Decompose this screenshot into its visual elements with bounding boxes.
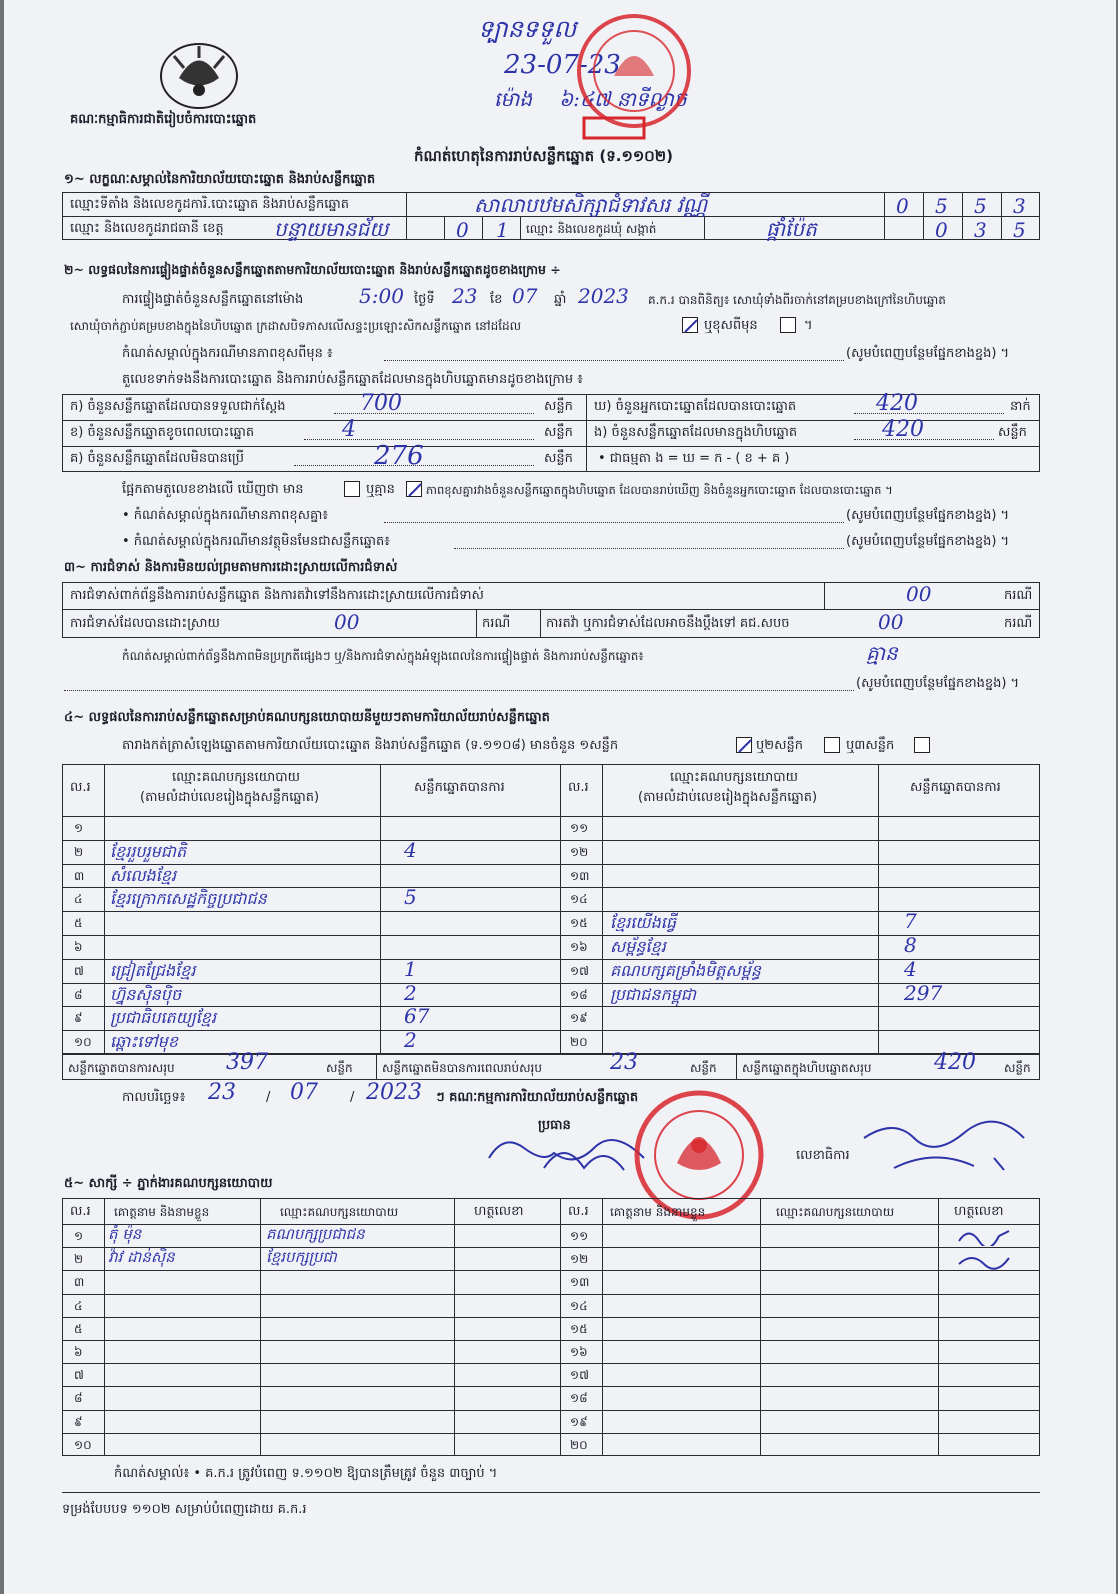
resolved-label: ការជំទាស់ដែលបានដោះស្រាយ — [70, 616, 220, 631]
voters-value: 420 — [876, 391, 918, 416]
received-text: ទ្បានទទួល — [478, 15, 577, 43]
votes-count-left: 2 — [404, 1028, 417, 1053]
section3-title: ៣~ ការជំទាស់ និងការមិនយល់ព្រមតាមការដោះស្រាយលើការជំទាស់ — [64, 560, 398, 575]
unit-ballot-1: សន្លឹក — [544, 399, 573, 414]
votes-party-left: ខ្មែររួបរួមជាតិ — [110, 841, 187, 861]
unit-ballot-2: សន្លឹក — [544, 425, 573, 440]
votes-row-line — [62, 816, 1040, 817]
votes-row-no-left: ១០ — [74, 1035, 92, 1050]
footnote: កំណត់សម្គាល់៖ • គ.ក.រ ត្រូវបំពេញ ទ.១១០២ ឱ្យបានត្រឹមត្រូវ ចំនួន ៣ច្បាប់ ។ — [114, 1466, 498, 1481]
votes-row-line — [62, 935, 1040, 936]
unit-ballot-4: សន្លឹក — [998, 425, 1027, 440]
witness-row-no-right: ១៩ — [570, 1414, 588, 1429]
formula-text: • ជាធម្មតា ង = ឃ = ក - ( ខ + គ ) — [598, 451, 790, 466]
votes-party-left: សំលេងខ្មែរ — [110, 865, 177, 885]
month-label: ខែ — [490, 292, 503, 307]
witness-col-name-left: គោត្តនាម និងនាមខ្លួន — [114, 1205, 210, 1219]
witness-row-line — [62, 1247, 1040, 1248]
votes-row-no-left: ៦ — [74, 940, 83, 954]
witness-row-no-right: ១៨ — [570, 1391, 588, 1406]
form-page — [4, 0, 1116, 1594]
votes-party-right: គណបក្សគម្រាំងមិត្តសម្ព័ន្ធ — [610, 960, 761, 980]
station-code-1: 0 — [896, 194, 909, 218]
witness-table — [62, 1198, 1040, 1456]
unused-ballots-value: 276 — [374, 441, 424, 471]
votes-party-right: ប្រជាជនកម្ពុជា — [610, 984, 697, 1004]
province-name: បន្ទាយមានជ័យ — [274, 217, 389, 241]
irregularity-value: គ្មាន — [866, 641, 898, 665]
received-hour-label: ម៉ោង — [494, 87, 533, 111]
totals-box — [62, 1054, 1040, 1080]
box-ballots-value: 420 — [882, 417, 924, 442]
witness-signature-1-icon — [954, 1226, 1014, 1246]
witness-row-no-right: ១៣ — [570, 1275, 590, 1290]
figures-intro: តួលេខទាក់ទងនឹងការបោះឆ្នោត និងការរាប់សន្លឹកឆ្នោតដែលមានក្នុងហិបឆ្នោតមានដូចខាងក្រោម ៖ — [122, 372, 583, 387]
votes-row-line — [62, 864, 1040, 865]
appeal-value: 00 — [878, 610, 904, 634]
witness-col-no-right: ល.រ — [568, 1204, 589, 1219]
commune-code-1: 0 — [935, 218, 948, 242]
commune-label: ឈ្មោះ និងលេខកូដឃុំ សង្កាត់ — [526, 222, 657, 236]
votes-count-right: 8 — [904, 933, 917, 957]
secretary-signature-icon — [854, 1118, 1034, 1174]
witness-row-no-left: ១ — [74, 1229, 84, 1243]
unused-ballots-label: គ) ចំនួនសន្លឹកឆ្នោតដែលមិនបានប្រើ — [70, 451, 244, 466]
votes-party-left: ឆ្ពោះទៅមុខ — [110, 1032, 178, 1052]
secretary-label: លេខាធិការ — [796, 1148, 850, 1163]
votes-party-right: សម្ព័ន្ធខ្មែរ — [610, 937, 666, 956]
votes-count-left: 67 — [404, 1004, 430, 1029]
different-checkbox[interactable] — [780, 317, 796, 333]
diff-note-bullet: • កំណត់សម្គាល់ក្នុងករណីមានភាពខុសគ្នា៖ — [122, 508, 329, 523]
witness-name: តុំ ម៉ុន — [108, 1225, 142, 1243]
date-sep-2: / — [350, 1090, 355, 1105]
witness-col-no-left: ល.រ — [70, 1204, 91, 1219]
total-invalid-value: 23 — [610, 1050, 638, 1075]
form-code: ទម្រង់បែបបទ ១១០២ សម្រាប់បំពេញដោយ គ.ក.រ — [62, 1502, 307, 1517]
irregularity-label: កំណត់សម្គាល់ពាក់ព័ន្ធនឹងភាពមិនប្រក្រតីផ្សេងៗ ឬ/និងការជំទាស់ក្នុងអំឡុងពេលនៃការផ្ទៀងផ្ទាត់ និងការរាប់សន្លឹកឆ្នោត៖ — [122, 649, 644, 663]
witness-col-party-left: ឈ្មោះគណបក្សនយោបាយ — [280, 1205, 399, 1219]
received-ballots-value: 700 — [360, 391, 402, 416]
votes-col-party-sub-right: (តាមលំដាប់លេខរៀងក្នុងសន្លឹកឆ្នោត) — [638, 790, 818, 805]
fill-note-4: (សូមបំពេញបន្ថែមផ្នែកខាងខ្នង) ។ — [856, 676, 1020, 691]
committee-label: ៗ គណៈកម្មការការិយាល័យរាប់សន្លឹកឆ្នោត — [436, 1090, 639, 1105]
verify-time: 5:00 — [359, 284, 404, 308]
commune-code-2: 3 — [974, 218, 987, 242]
votes-row-no-right: ១៧ — [570, 963, 589, 978]
witness-row-no-right: ១៧ — [570, 1368, 589, 1383]
votes-col-votes-right: សន្លឹកឆ្នោតបានការ — [910, 780, 1001, 795]
day-label: ថ្ងៃទី — [414, 292, 435, 307]
station-name: សាលាបឋមសិក្សាជំទាវសរ វណ្ណី — [474, 193, 708, 217]
votes-row-line — [62, 911, 1040, 912]
unit-ballot-3: សន្លឹក — [544, 451, 573, 466]
votes-row-line — [62, 959, 1040, 960]
votes-col-votes-left: សន្លឹកឆ្នោតបានការ — [414, 780, 505, 795]
votes-party-left: ខ្មែរក្រោកសេដ្ឋកិច្ចប្រជាជន — [110, 889, 267, 909]
spoiled-ballots-value: 4 — [342, 417, 356, 442]
witness-row-no-right: ១១ — [570, 1229, 589, 1243]
votes-row-no-right: ១៥ — [570, 916, 588, 931]
witness-row-no-left: ៩ — [74, 1414, 83, 1429]
votes-col-party-sub-left: (តាមលំដាប់លេខរៀងក្នុងសន្លឹកឆ្នោត) — [140, 790, 320, 805]
witness-row-line — [62, 1386, 1040, 1387]
complaints-value: 00 — [906, 582, 932, 606]
fill-note-1: (សូមបំពេញបន្ថែមផ្នែកខាងខ្នង) ។ — [846, 346, 1010, 361]
total-invalid-label: សន្លឹកឆ្នោតមិនបានការពេលរាប់សរុប — [382, 1061, 542, 1075]
total-box-label: សន្លឹកឆ្នោតក្នុងហិបឆ្នោតសរុប — [742, 1061, 872, 1075]
witness-row-line — [62, 1410, 1040, 1411]
votes-row-line — [62, 983, 1040, 984]
votes-row-no-right: ១១ — [570, 821, 589, 835]
two-sheets-label: ឬ២សន្លឹក — [756, 738, 803, 753]
votes-row-line — [62, 840, 1040, 841]
witness-row-line — [62, 1317, 1040, 1318]
case-unit-3: ករណី — [1004, 616, 1033, 631]
witness-row-no-right: ១៥ — [570, 1321, 588, 1336]
three-sheets-label: ឬ៣សន្លឹក — [846, 738, 895, 753]
witness-col-sign-left: ហត្ថលេខា — [474, 1204, 524, 1219]
verify-year: 2023 — [578, 284, 629, 308]
witness-row-line — [62, 1340, 1040, 1341]
votes-row-no-right: ១៣ — [570, 868, 590, 883]
witness-row-line — [62, 1363, 1040, 1364]
witness-row-no-left: ៦ — [74, 1345, 83, 1359]
total-valid-label: សន្លឹកឆ្នោតបានការសរុប — [68, 1061, 175, 1075]
votes-count-right: 297 — [904, 980, 943, 1005]
witness-row-line — [62, 1224, 1040, 1225]
votes-row-no-left: ៤ — [74, 892, 83, 907]
votes-count-left: 5 — [404, 885, 417, 910]
case-unit-2: ករណី — [482, 616, 511, 631]
witness-col-party-right: ឈ្មោះគណបក្សនយោបាយ — [776, 1205, 895, 1219]
votes-party-right: ខ្មែរយើងធ្វើ — [610, 913, 677, 933]
year-label: ឆ្នាំ — [554, 292, 567, 307]
province-code-2: 1 — [496, 218, 509, 242]
total-valid-value: 397 — [226, 1050, 268, 1075]
received-date: 23-07-23 — [504, 50, 621, 80]
witness-row-no-right: ១២ — [570, 1252, 589, 1267]
fill-note-3: (សូមបំពេញបន្ថែមផ្នែកខាងខ្នង) ។ — [846, 534, 1010, 549]
sign-date-year: 2023 — [366, 1080, 422, 1105]
province-label: ឈ្មោះ និងលេខកូដរាជធានី ខេត្ត — [70, 221, 224, 236]
box-ballots-label: ង) ចំនួនសន្លឹកឆ្នោតដែលមានក្នុងហិបឆ្នោត — [594, 425, 798, 440]
date-label: កាលបរិច្ឆេទ៖ — [122, 1090, 186, 1105]
verify-month: 07 — [512, 284, 538, 308]
total-box-value: 420 — [934, 1050, 976, 1075]
unit-ballot-5: សន្លឹក — [326, 1061, 353, 1075]
period: ។ — [804, 318, 813, 333]
witness-row-no-left: ៤ — [74, 1298, 83, 1313]
witness-row-line — [62, 1433, 1040, 1434]
votes-row-no-left: ២ — [74, 844, 84, 859]
discrepancy-no-checkbox[interactable] — [406, 481, 422, 497]
votes-row-no-right: ១៩ — [570, 1011, 588, 1026]
received-ballots-label: ក) ចំនួនសន្លឹកឆ្នោតដែលបានទទួលជាក់ស្តែង — [70, 399, 286, 414]
two-sheets-checkbox[interactable] — [824, 737, 840, 753]
three-sheets-checkbox[interactable] — [914, 737, 930, 753]
org-name: គណៈកម្មាធិការជាតិរៀបចំការបោះឆ្នោត — [70, 112, 257, 127]
votes-row-no-right: ១៤ — [570, 892, 588, 907]
discrepancy-label: ផ្អែកតាមតួលេខខាងលើ ឃើញថា មាន — [122, 482, 304, 497]
appeal-label: ការតវ៉ា ឬការជំទាស់ដែលអាចនឹងប្តឹងទៅ គជ.សបច — [546, 616, 790, 631]
received-stamp-icon — [564, 6, 704, 146]
votes-row-no-right: ១៨ — [570, 987, 588, 1002]
votes-col-no-right: ល.រ — [568, 780, 589, 795]
witness-col-sign-right: ហត្ថលេខា — [954, 1204, 1004, 1219]
received-time: ៦:៤៧ នាទីល្ងាច — [559, 87, 687, 111]
verify-time-label: ការផ្ទៀងផ្ទាត់ចំនួនសន្លឹកឆ្នោតនៅម៉ោង — [122, 292, 304, 307]
verify-text-1: គ.ក.រ បានពិនិត្យ៖ សោឃុំទាំងពីរចាក់នៅគម្របខាងក្រៅនៃហិបឆ្នោត — [648, 293, 946, 307]
witness-row-no-left: ៨ — [74, 1391, 83, 1406]
votes-party-left: ជ្រៀតជ្រែងខ្មែរ — [110, 960, 196, 980]
one-sheet-checkbox[interactable] — [736, 737, 752, 753]
votes-row-no-left: ១ — [74, 821, 84, 835]
different-label: ឬខុសពីមុន — [704, 318, 758, 333]
witness-row-no-right: ២០ — [570, 1437, 588, 1452]
votes-row-no-right: ១៦ — [570, 940, 588, 954]
sheets-intro: តារាងកត់ត្រាសំឡេងឆ្នោតតាមការិយាល័យបោះឆ្នោត និងរាប់សន្លឹកឆ្នោត (ទ.១១០៨) មានចំនួន ១សន្លឹក — [122, 738, 619, 753]
witness-row-no-left: ៧ — [74, 1368, 84, 1383]
station-code-2: 5 — [935, 194, 948, 218]
witness-name: វ៉ាវ ដាន់ស៊ិន — [108, 1248, 175, 1267]
discrepancy-text: ភាពខុសគ្នារវាងចំនួនសន្លឹកឆ្នោតក្នុងហិបឆ្នោត ដែលបានរាប់ឃើញ និងចំនួនអ្នកបោះឆ្នោត ដែលបានបោះឆ្នោត ។ — [426, 483, 893, 497]
section5-title: ៥~ សាក្សី ÷ ភ្នាក់ងារគណបក្សនយោបាយ — [64, 1176, 273, 1191]
votes-row-line — [62, 1030, 1040, 1031]
object-note-bullet: • កំណត់សម្គាល់ក្នុងករណីមានវត្ថុមិនមែនជាសន្លឹកឆ្នោត៖ — [122, 534, 390, 549]
resolved-value: 00 — [334, 610, 360, 634]
unit-ballot-6: សន្លឹក — [690, 1061, 717, 1075]
votes-col-no-left: ល.រ — [70, 780, 91, 795]
votes-count-left: 4 — [404, 837, 417, 862]
votes-col-party-left: ឈ្មោះគណបក្សនយោបាយ — [172, 770, 300, 785]
section4-title: ៤~ លទ្ធផលនៃការរាប់សន្លឹកឆ្នោតសម្រាប់គណបក្សនយោបាយនីមួយៗតាមការិយាល័យរាប់សន្លឹកឆ្នោត — [64, 710, 550, 725]
witness-row-no-left: ១០ — [74, 1437, 92, 1452]
verify-day: 23 — [452, 284, 478, 308]
votes-row-no-left: ៥ — [74, 916, 83, 931]
witness-row-no-left: ៥ — [74, 1321, 83, 1336]
witness-party: ខ្មែរបក្សប្រជា — [266, 1248, 337, 1267]
votes-row-no-left: ៣ — [74, 868, 85, 883]
spoiled-ballots-label: ខ) ចំនួនសន្លឹកឆ្នោតខូចពេលបោះឆ្នោត — [70, 425, 255, 440]
witness-row-no-left: ២ — [74, 1252, 84, 1267]
votes-count-left: 2 — [404, 980, 417, 1005]
commune-code-3: 5 — [1013, 218, 1026, 242]
sign-date-day: 23 — [208, 1080, 236, 1105]
station-label: ឈ្មោះទីតាំង និងលេខកូដការិ.បោះឆ្នោត និងរាប់សន្លឹកឆ្នោត — [70, 197, 349, 212]
witness-col-name-right: គោត្តនាម និងនាមខ្លួន — [610, 1205, 706, 1219]
votes-count-right: 4 — [904, 956, 917, 981]
province-code-1: 0 — [456, 218, 469, 242]
fill-note-2: (សូមបំពេញបន្ថែមផ្នែកខាងខ្នង) ។ — [846, 508, 1010, 523]
votes-col-party-right: ឈ្មោះគណបក្សនយោបាយ — [670, 770, 798, 785]
complaints-label: ការជំទាស់ពាក់ព័ន្ធនឹងការរាប់សន្លឹកឆ្នោត និងការតវ៉ាទៅនឹងការដោះស្រាយលើការជំទាស់ — [70, 588, 484, 603]
chair-label: ប្រធាន — [538, 1118, 571, 1133]
unit-ballot-7: សន្លឹក — [1004, 1061, 1031, 1075]
station-code-4: 3 — [1013, 194, 1026, 218]
votes-row-no-right: ១២ — [570, 844, 589, 859]
section1-title: ១~ លក្ខណៈសម្គាល់នៃការិយាល័យបោះឆ្នោត និងរាប់សន្លឹកឆ្នោត — [64, 172, 376, 187]
votes-row-no-right: ២០ — [570, 1035, 588, 1050]
discrepancy-yes-checkbox[interactable] — [344, 481, 360, 497]
form-title: កំណត់ហេតុនៃការរាប់សន្លឹកឆ្នោត (ទ.១១០២) — [414, 147, 674, 165]
witness-row-no-left: ៣ — [74, 1275, 85, 1290]
witness-signature-2-icon — [954, 1250, 1014, 1270]
votes-party-left: ប្រជាធិបតេយ្យខ្មែរ — [110, 1008, 217, 1028]
section2-title: ២~ លទ្ធផលនៃការផ្ទៀងផ្ទាត់ចំនួនសន្លឹកឆ្នោតតាមការិយាល័យបោះឆ្នោត និងរាប់សន្លឹកឆ្នោតដូចខាងក្រោម ÷ — [64, 262, 561, 277]
no-discrepancy-label: ឬគ្មាន — [366, 482, 395, 497]
station-code-3: 5 — [974, 194, 987, 218]
votes-row-no-left: ៩ — [74, 1011, 83, 1026]
witness-party: គណបក្សប្រជាជន — [266, 1225, 365, 1243]
unit-person: នាក់ — [1010, 399, 1031, 414]
verify-text-2: សោឃុំចាក់ភ្ជាប់គម្របខាងក្នុងនៃហិបឆ្នោត ក្រដាសបិទភាសលើសន្ទះប្រឡោះសិកសន្លឹកឆ្នោត នៅដដែល — [70, 319, 522, 333]
case-unit-1: ករណី — [1004, 588, 1033, 603]
nec-emblem-icon — [154, 38, 244, 110]
sign-date-month: 07 — [290, 1080, 318, 1105]
voters-label: ឃ) ចំនួនអ្នកបោះឆ្នោតដែលបានបោះឆ្នោត — [594, 399, 797, 414]
votes-count-right: 7 — [904, 909, 917, 934]
witness-row-line — [62, 1270, 1040, 1271]
commune-name: ផ្គាំប៉ែត — [766, 217, 817, 241]
votes-party-left: ហ្វ៊ុនស៊ិនប៉ិច — [110, 984, 182, 1004]
witness-row-no-right: ១៤ — [570, 1298, 588, 1313]
votes-count-left: 1 — [404, 956, 417, 981]
votes-row-no-left: ៨ — [74, 987, 83, 1002]
witness-row-no-right: ១៦ — [570, 1345, 588, 1359]
votes-row-no-left: ៧ — [74, 963, 84, 978]
same-checkbox[interactable] — [682, 317, 698, 333]
witness-row-line — [62, 1294, 1040, 1295]
date-sep-1: / — [266, 1090, 271, 1105]
diff-note-label: កំណត់សម្គាល់ក្នុងករណីមានភាពខុសពីមុន ៖ — [122, 346, 333, 361]
